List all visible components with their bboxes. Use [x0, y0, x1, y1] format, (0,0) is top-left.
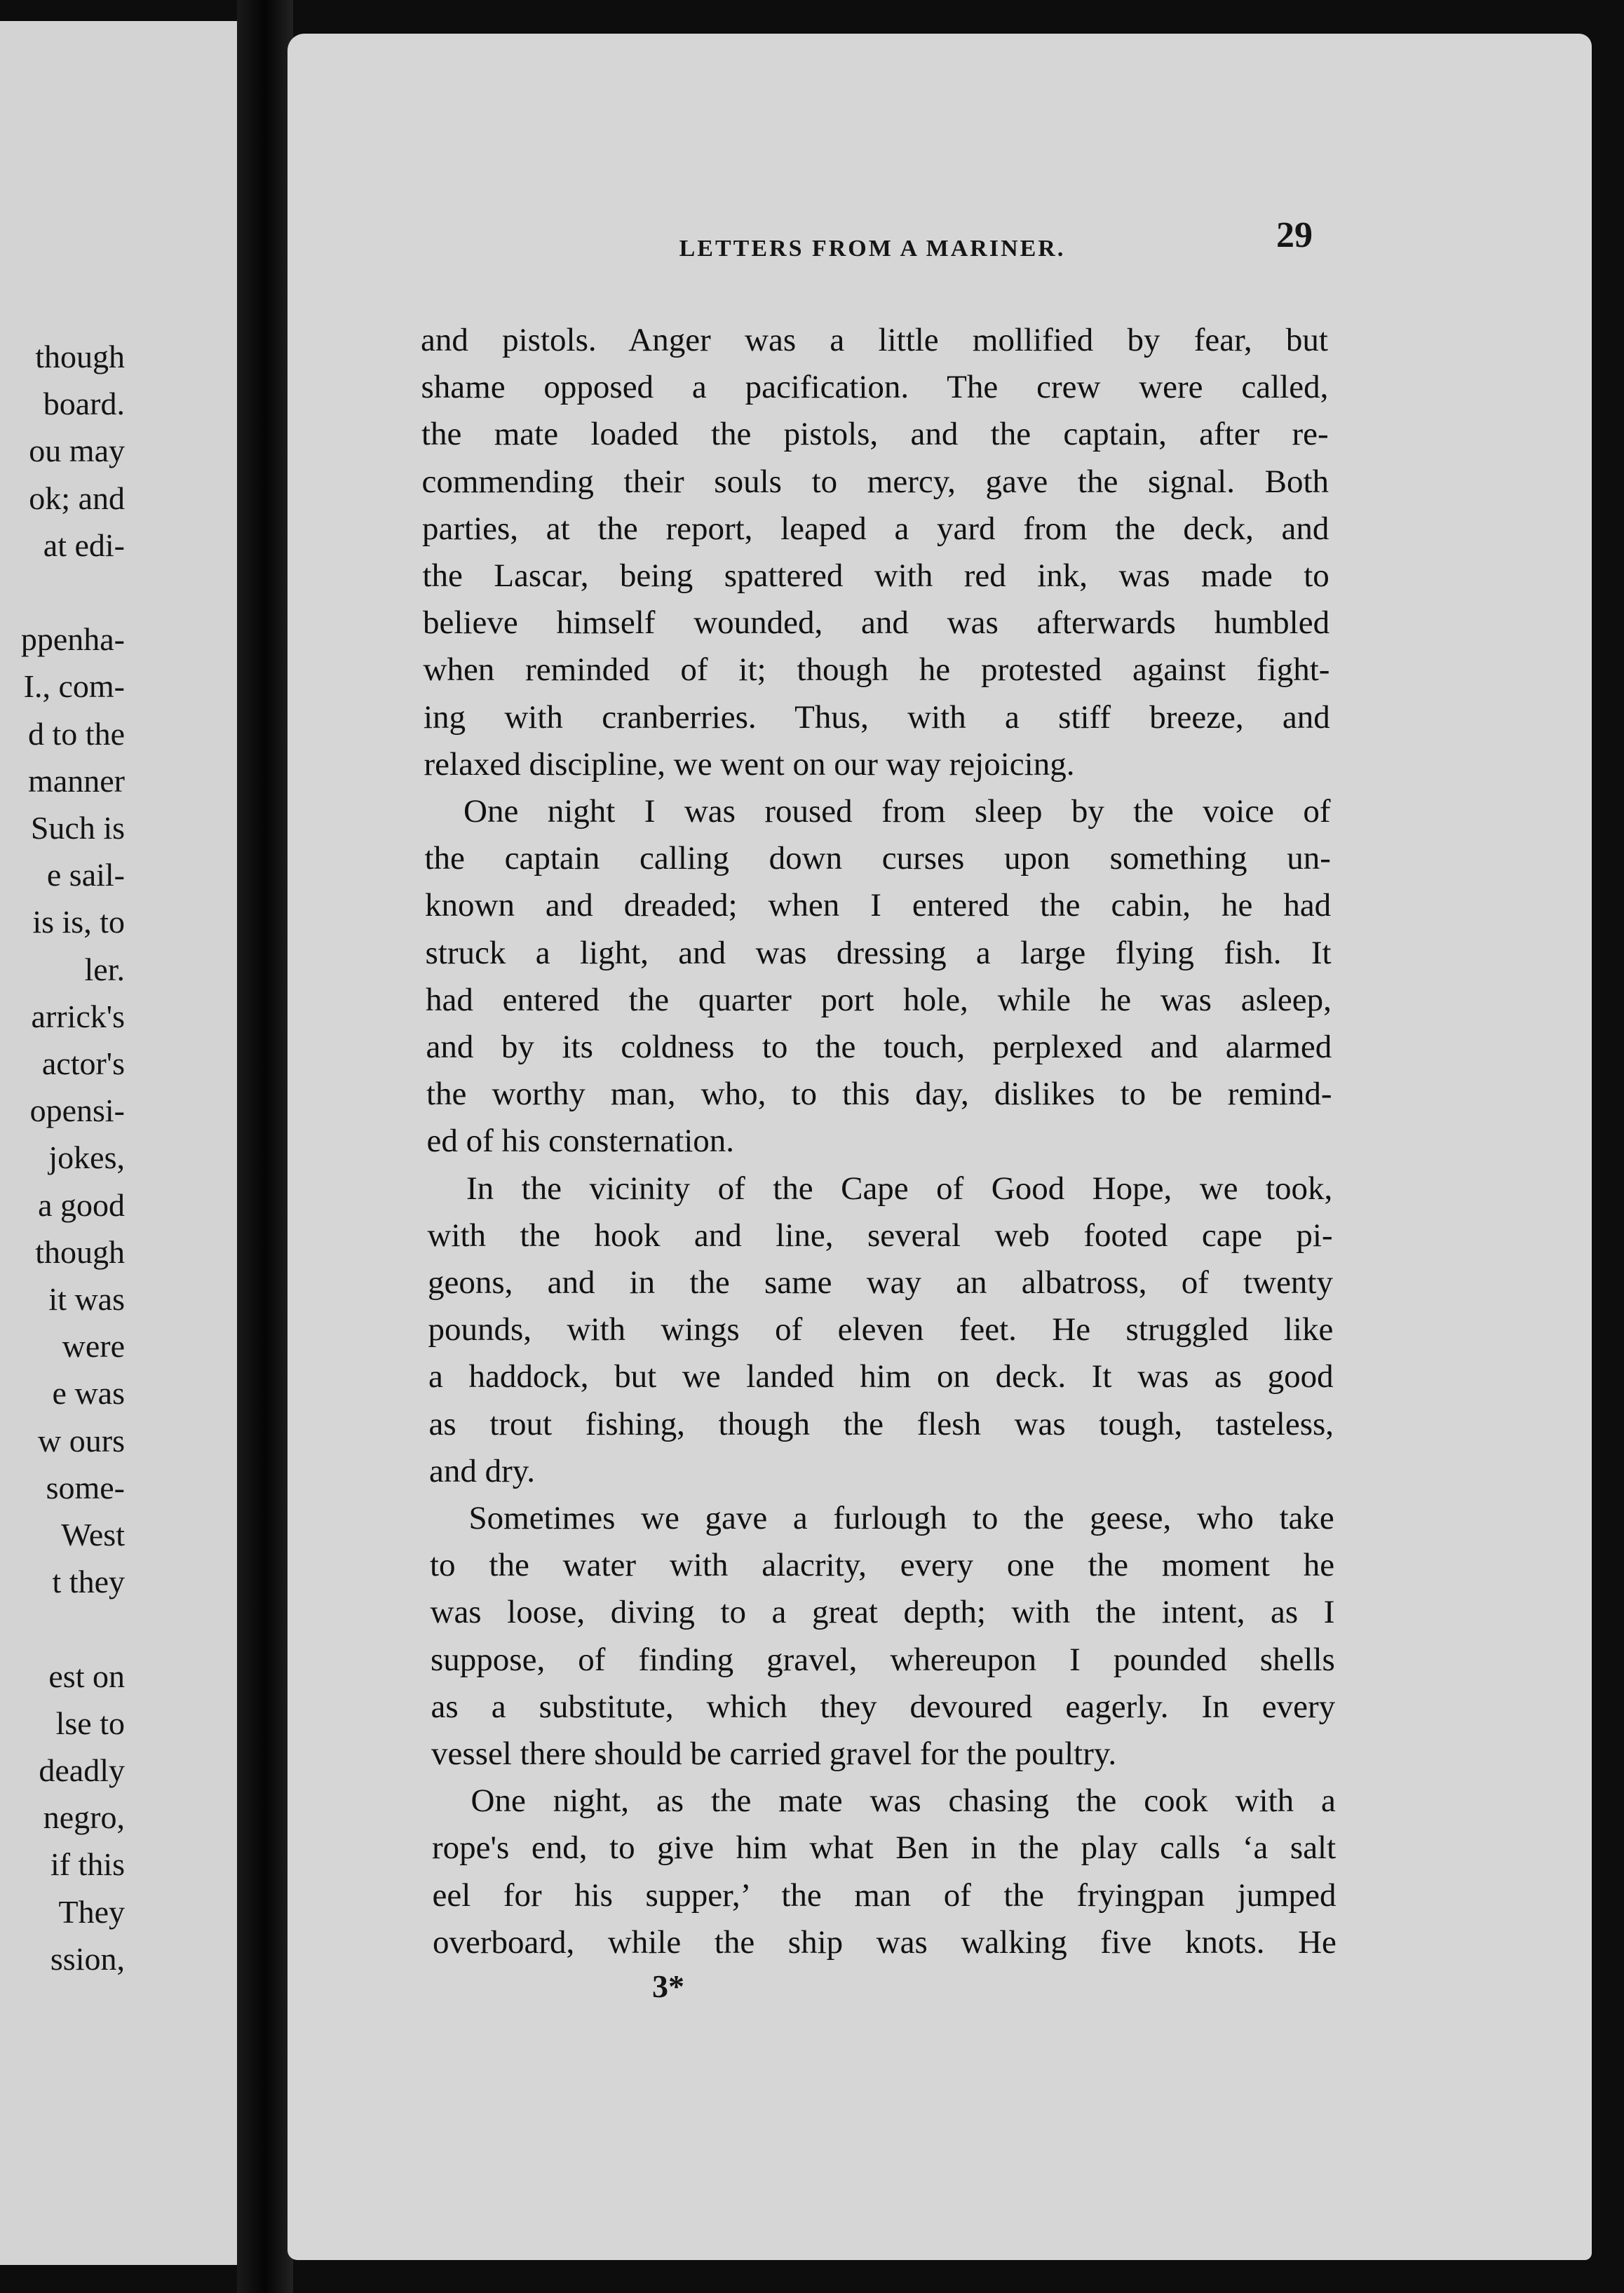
left-line: though [35, 1233, 125, 1270]
body-line: commending their souls to mercy, gave the signal. Both [421, 463, 1329, 500]
body-line: to the water with alacrity, every one the moment he [430, 1547, 1335, 1584]
left-line: it was [48, 1281, 125, 1317]
body-line: the worthy man, who, to this day, dislikes to be remind- [426, 1076, 1332, 1113]
body-line: relaxed discipline, we went on our way rejoicing. [424, 745, 1075, 783]
left-line: were [62, 1328, 125, 1365]
body-line: and pistols. Anger was a little mollified by fear, but [421, 322, 1328, 358]
body-line: when reminded of it; though he protested against fight- [423, 651, 1330, 689]
body-line: Sometimes we gave a furlough to the geese, who take [468, 1500, 1334, 1536]
left-line: deadly [39, 1752, 125, 1788]
left-line: ok; and [29, 480, 125, 516]
left-line: est on [48, 1658, 125, 1694]
body-line: rope's end, to give him what Ben in the play calls ‘a salt [432, 1829, 1337, 1867]
body-line: eel for his supper,’ the man of the fryingpan jumped [432, 1876, 1337, 1914]
left-line: arrick's [31, 998, 125, 1034]
left-line: ler. [84, 951, 125, 987]
left-line: a good [38, 1186, 125, 1223]
body-line: vessel there should be carried gravel for the poultry. [431, 1736, 1117, 1772]
left-line: Such is [30, 810, 125, 846]
signature-mark: 3* [652, 1968, 684, 2004]
body-line: a haddock, but we landed him on deck. It was as good [428, 1358, 1334, 1395]
left-line: t they [52, 1564, 125, 1600]
body-line: and by its coldness to the touch, perplexed and alarmed [426, 1029, 1332, 1065]
body-line: believe himself wounded, and was afterwards humbled [423, 604, 1330, 642]
body-line: One night, as the mate was chasing the cook with a [471, 1783, 1336, 1820]
body-line: ed of his consternation. [426, 1123, 735, 1160]
left-line: manner [28, 762, 125, 799]
left-line: if this [50, 1846, 125, 1883]
body-line: known and dreaded; when I entered the cabin, he had [425, 887, 1332, 924]
body-line: the mate loaded the pistols, and the captain, after re- [421, 416, 1329, 453]
body-line: geons, and in the same way an albatross, of twenty [428, 1264, 1333, 1301]
left-line: lse to [55, 1705, 125, 1741]
body-line: struck a light, and was dressing a large flying fish. It [425, 934, 1332, 971]
body-line: as trout fishing, though the flesh was tough, tasteless, [428, 1405, 1334, 1442]
left-line: some- [46, 1469, 125, 1506]
body-line: as a substitute, which they devoured eagerly. In every [431, 1688, 1336, 1725]
left-line: They [58, 1893, 125, 1930]
left-line: d to the [28, 715, 125, 752]
body-line: had entered the quarter port hole, while he was asleep, [426, 981, 1332, 1018]
left-line: e sail- [46, 857, 125, 893]
left-line: opensi- [29, 1093, 125, 1129]
left-line: West [61, 1517, 125, 1553]
left-line: though [35, 339, 125, 374]
body-line: the captain calling down curses upon something un- [424, 840, 1331, 877]
left-line: I., com- [23, 668, 125, 705]
body-line: In the vicinity of the Cape of Good Hope, we took, [466, 1170, 1333, 1207]
body-line: pounds, with wings of eleven feet. He struggled like [428, 1311, 1334, 1348]
left-line: ou may [29, 433, 125, 469]
body-line: with the hook and line, several web footed cape pi- [427, 1217, 1333, 1254]
body-line: the Lascar, being spattered with red ink, was made to [422, 557, 1329, 594]
body-line: and dry. [429, 1452, 535, 1489]
left-line: actor's [41, 1046, 125, 1081]
body-line: parties, at the report, leaped a yard from the deck, and [422, 510, 1329, 547]
left-line: ppenha- [20, 621, 125, 658]
body-line: One night I was roused from sleep by the voice of [463, 793, 1331, 830]
page-number: 29 [1276, 215, 1313, 255]
body-line: shame opposed a pacification. The crew were called, [421, 369, 1329, 406]
left-line: jokes, [48, 1139, 125, 1176]
body-line: overboard, while the ship was walking five knots. He [433, 1923, 1337, 1961]
left-line: is is, to [32, 904, 125, 940]
left-line: e was [52, 1375, 125, 1412]
left-line: w ours [38, 1422, 125, 1459]
running-head: LETTERS FROM A MARINER. [679, 236, 1066, 262]
body-line: ing with cranberries. Thus, with a stiff breeze, and [424, 698, 1330, 736]
left-line: board. [43, 386, 125, 422]
left-line: at edi- [43, 527, 125, 563]
left-line: negro, [43, 1799, 125, 1836]
body-line: suppose, of finding gravel, whereupon I pounded shells [431, 1641, 1335, 1678]
body-line: was loose, diving to a great depth; with the intent, as I [430, 1594, 1335, 1631]
left-line: ssion, [50, 1940, 125, 1977]
